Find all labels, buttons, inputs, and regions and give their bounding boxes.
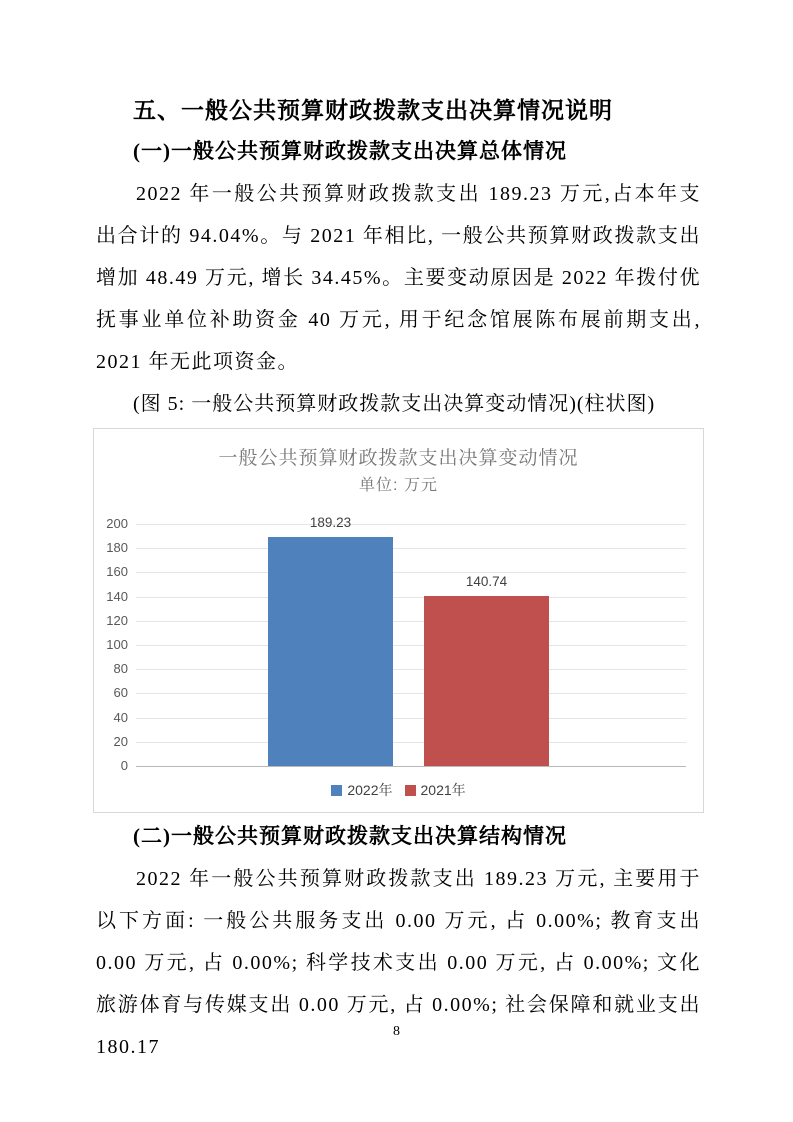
y-tick-label: 140 [106,589,128,605]
section-heading: 五、一般公共预算财政拨款支出决算情况说明 [133,97,613,123]
bar-2021年 [424,596,549,766]
gridline [136,597,686,598]
y-tick-label: 100 [106,637,128,653]
y-tick-label: 0 [120,758,128,774]
plot-area [106,515,686,774]
bar-value-label: 140.74 [465,574,508,589]
subsection-heading-overview: (一)一般公共预算财政拨款支出决算总体情况 [133,139,567,163]
y-tick-label: 80 [113,661,128,677]
y-tick-label: 200 [106,516,128,532]
y-tick-label: 120 [106,613,128,629]
paragraph-structure: 2022 年一般公共预算财政拨款支出 189.23 万元, 主要用于以下方面: 一般公共服务支出 0.00 万元, 占 0.00%; 教育支出 0.00 万元, 占 0.00%; 科学技术支出 0.00 万元, 占 0.00%; 文化旅游体育与传媒支出 0.00 万元, 占 0.00%; 社会保障和就业支出 180.17 [96,868,701,1058]
gridline [136,621,686,622]
y-tick-label: 40 [113,710,128,726]
legend-label: 2022年 [347,782,393,798]
gridline [136,548,686,549]
y-tick-label: 160 [106,564,128,580]
chart-unit-label: 单位: 万元 [359,477,438,494]
chart-legend [94,780,703,801]
gridline [136,524,686,525]
paragraph-overview: 2022 年一般公共预算财政拨款支出 189.23 万元,占本年支出合计的 94.04%。与 2021 年相比, 一般公共预算财政拨款支出增加 48.49 万元, 增长 34.45%。主要变动原因是 2022 年拨付优抚事业单位补助资金 40 万元, 用于纪念馆展陈布展前期支出, 2021 年无此项资金。 [96,183,701,373]
bar-value-label: 189.23 [309,515,352,530]
figure-caption: (图 5: 一般公共预算财政拨款支出决算变动情况)(柱状图) [133,393,656,415]
legend-item-2022年 [331,780,392,800]
legend-swatch-icon [405,785,416,796]
x-axis-line [136,766,686,767]
gridline [136,572,686,573]
gridline [136,718,686,719]
legend-swatch-icon [331,785,342,796]
y-tick-label: 180 [106,540,128,556]
gridline [136,693,686,694]
legend-label: 2021年 [420,782,466,798]
bar-chart-figure [93,428,704,813]
chart-title: 一般公共预算财政拨款支出决算变动情况 [218,448,579,469]
bar-2022年 [268,537,393,766]
gridline [136,645,686,646]
subsection-heading-structure: (二)一般公共预算财政拨款支出决算结构情况 [133,824,567,848]
page-number: 8 [393,1024,400,1039]
legend-item-2021年 [405,780,466,800]
gridline [136,669,686,670]
gridline [136,742,686,743]
y-tick-label: 20 [113,734,128,750]
y-tick-label: 60 [113,685,128,701]
